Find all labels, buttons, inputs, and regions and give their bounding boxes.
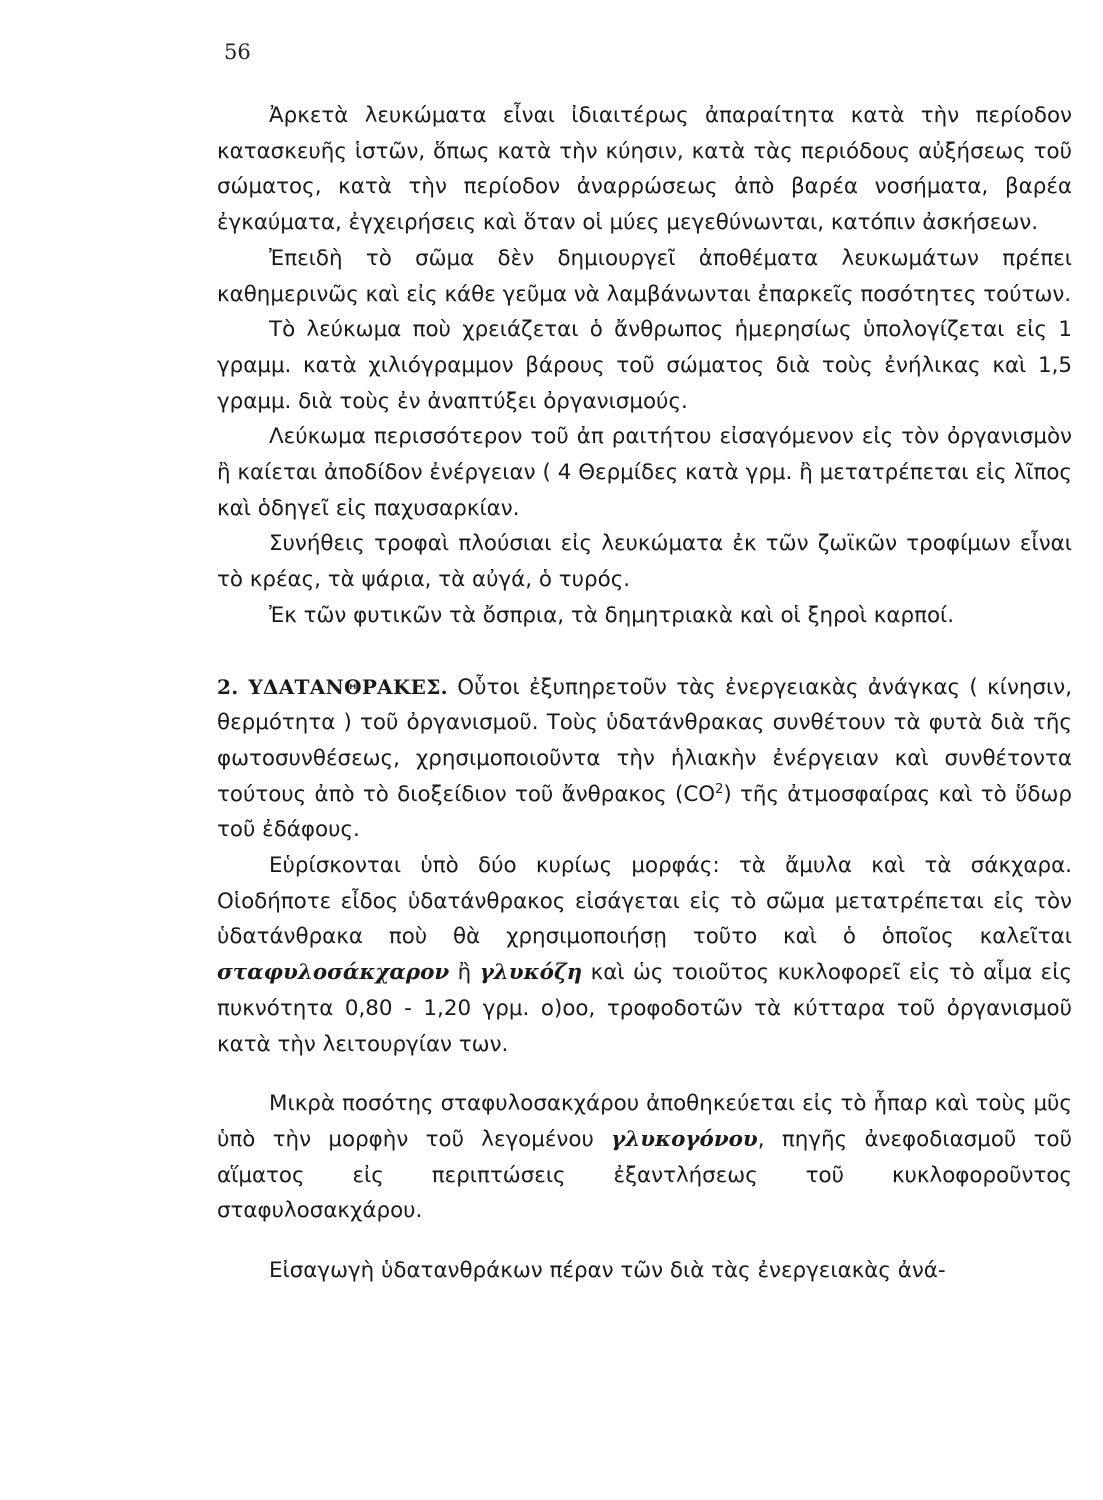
term-glycogen: γλυκογόνου (611, 1126, 758, 1152)
section-heading: 2. ΥΔΑΤΑΝΘΡΑΚΕΣ. (217, 674, 448, 699)
page-number: 56 (224, 40, 251, 64)
paragraph-daily-intake: Ἐπειδὴ τὸ σῶμα δὲν δημιουργεῖ ἀποθέματα λευκωμάτων πρέπει καθημερινῶς καὶ εἰς κάθε γεῦμα νὰ λαμβάνωνται ἐπαρκεῖς ποσότητες τούτων. (217, 245, 1072, 307)
body-text (217, 98, 1072, 1289)
paragraph-excess-protein: Λεύκωμα περισσότερον τοῦ ἀπ ραιτήτου εἰσαγόμενον εἰς τὸν ὀργανισμὸν ἢ καίεται ἀποδίδον ἐνέργειαν ( 4 Θερμίδες κατὰ γρμ. ἢ μετατρέπεται εἰς λῖπος καὶ ὁδηγεῖ εἰς παχυσαρκίαν. (217, 424, 1072, 521)
term-glucose: γλυκόζη (479, 960, 583, 986)
paragraph-glycogen: Μικρὰ ποσότης σταφυλοσακχάρου ἀποθηκεύεται εἰς τὸ ἧπαρ καὶ τοὺς μῦς ὑπὸ τὴν μορφὴν τοῦ λεγομένου γλυκογόνου, πηγῆς ἀνεφοδιασμοῦ τοῦ αἵματος εἰς περιπτώσεις ἐξαντλήσεως τοῦ κυκλοφοροῦντος σταφυλοσακχάρου. (217, 1091, 1072, 1224)
paragraph-proteins-necessity: Ἀρκετὰ λευκώματα εἶναι ἰδιαιτέρως ἀπαραίτητα κατὰ τὴν περίοδον κατασκευῆς ἱστῶν, ὅπως κατὰ τὴν κύησιν, κατὰ τὰς περιόδους αὐξήσεως τοῦ σώματος, κατὰ τὴν περίοδον ἀναρρώσεως ἀπὸ βαρέα νοσήματα, βαρέα ἐγκαύματα, ἐγχειρήσεις καὶ ὅταν οἱ μύες μεγεθύνωνται, κατόπιν ἀσκήσεων. (217, 103, 1072, 236)
paragraph-daily-requirement: Τὸ λεύκωμα ποὺ χρειάζεται ὁ ἄνθρωπος ἡμερησίως ὑπολογίζεται εἰς 1 γραμμ. κατὰ χιλιόγραμμον βάρους τοῦ σώματος διὰ τοὺς ἐνήλικας καὶ 1,5 γραμμ. διὰ τοὺς ἐν ἀναπτύξει ὀργανισμούς. (217, 317, 1072, 414)
paragraph-animal-sources: Συνήθεις τροφαὶ πλούσιαι εἰς λευκώματα ἐκ τῶν ζωϊκῶν τροφίμων εἶναι τὸ κρέας, τὰ ψάρια, τὰ αὐγά, ὁ τυρός. (217, 531, 1072, 593)
paragraph-carb-intake: Εἰσαγωγὴ ὑδατανθράκων πέραν τῶν διὰ τὰς ἐνεργειακὰς ἀνά- (269, 1258, 946, 1284)
paragraph-plant-sources: Ἐκ τῶν φυτικῶν τὰ ὄσπρια, τὰ δημητριακὰ καὶ οἱ ξηροὶ καρποί. (269, 602, 955, 628)
paragraph-forms: Εὑρίσκονται ὑπὸ δύο κυρίως μορφάς: τὰ ἄμυλα καὶ τὰ σάκχαρα. Οἱοδήποτε εἶδος ὑδατάνθρακος εἰσάγεται εἰς τὸ σῶμα μετατρέπεται εἰς τὸν ὑδατάνθρακα ποὺ θὰ χρησιμοποιήσῃ τοῦτο καὶ ὁ ὁποῖος καλεῖται σταφυλοσάκχαρον ἢ γλυκόζη καὶ ὡς τοιοῦτος κυκλοφορεῖ εἰς τὸ αἷμα εἰς πυκνότητα 0,80 - 1,20 γρμ. ο)οο, τροφοδοτῶν τὰ κύτταρα τοῦ ὀργανισμοῦ κατὰ τὴν λειτουργίαν των. (217, 853, 1073, 1057)
paragraph-carbohydrates: 2. ΥΔΑΤΑΝΘΡΑΚΕΣ. Οὗτοι ἐξυπηρετοῦν τὰς ἐνεργειακὰς ἀνάγκας ( κίνησιν, θερμότητα ) τοῦ ὀργανισμοῦ. Τοὺς ὑδατάνθρακας συνθέτουν τὰ φυτὰ διὰ τῆς φωτοσυνθέσεως, χρησιμοποιοῦντα τὴν ἡλιακὴν ἐνέργειαν καὶ συνθέτοντα τούτους ἀπὸ τὸ διοξείδιον τοῦ ἄνθρακος $(CO^2)$ τῆς ἀτμοσφαίρας καὶ τὸ ὕδωρ τοῦ ἐδάφους. (217, 674, 1072, 843)
term-glucose-greek: σταφυλοσάκχαρον (217, 960, 450, 986)
subscript-two: 2 (715, 781, 724, 797)
